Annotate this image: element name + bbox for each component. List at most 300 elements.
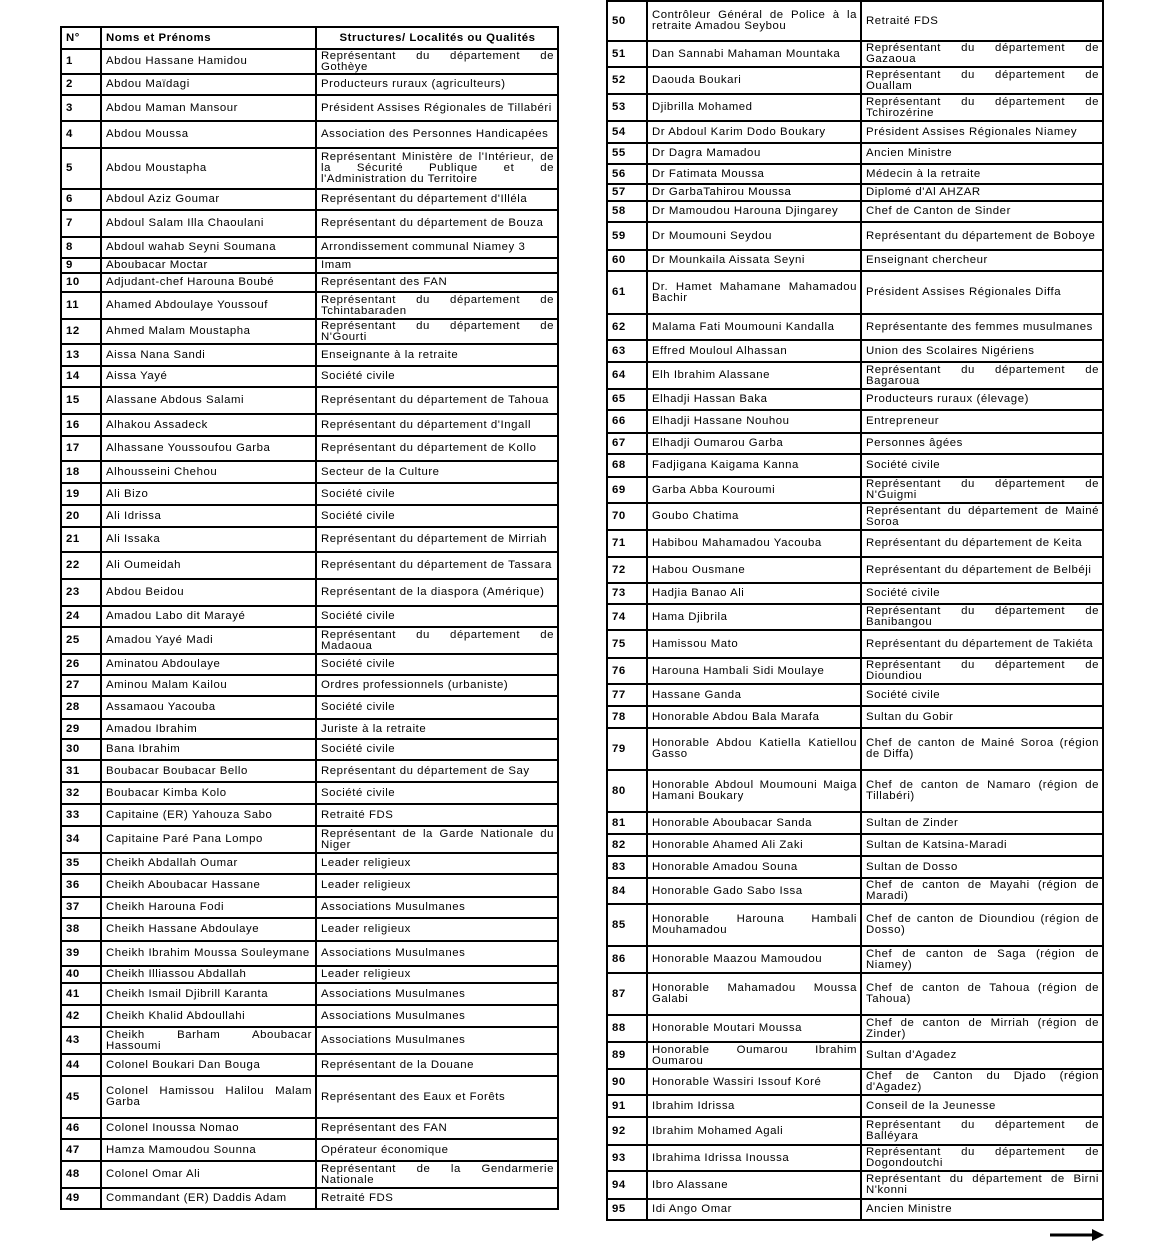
participant-name: Hassane Ganda (647, 684, 861, 706)
participant-structure: Chef de canton de Mirriah (région de Zinder) (861, 1015, 1103, 1042)
table-row (61, 387, 558, 414)
participant-structure: Enseignante à la retraite (316, 344, 558, 366)
participant-structure: Société civile (316, 366, 558, 387)
row-number: 14 (61, 366, 101, 387)
participant-name: Ali Bizo (101, 483, 316, 505)
participant-name: Aminou Malam Kailou (101, 675, 316, 696)
row-number: 51 (607, 41, 647, 67)
participants-table-right (606, 0, 1104, 1221)
participant-structure: Opérateur économique (316, 1139, 558, 1161)
row-number: 93 (607, 1145, 647, 1171)
participant-name: Elh Ibrahim Alassane (647, 362, 861, 389)
table-row (61, 436, 558, 461)
table-row (607, 477, 1103, 503)
table-row (61, 804, 558, 826)
participant-structure: Société civile (861, 583, 1103, 604)
table-row (607, 433, 1103, 454)
participant-name: Honorable Aboubacar Sanda (647, 812, 861, 834)
participant-name: Alhakou Assadeck (101, 414, 316, 436)
participant-structure: Producteurs ruraux (agriculteurs) (316, 74, 558, 95)
row-number: 12 (61, 319, 101, 344)
participant-name: Amadou Labo dit Marayé (101, 606, 316, 627)
participant-structure: Ancien Ministre (861, 1199, 1103, 1220)
participant-name: Aissa Yayé (101, 366, 316, 387)
participant-name: Malama Fati Moumouni Kandalla (647, 314, 861, 340)
table-row (61, 527, 558, 552)
participant-name: Abdoul Salam Illa Chaoulani (101, 210, 316, 237)
row-number: 68 (607, 454, 647, 477)
participant-structure: Leader religieux (316, 853, 558, 874)
table-row (61, 258, 558, 273)
row-number: 52 (607, 67, 647, 94)
table-row (607, 530, 1103, 557)
participant-name: Hamissou Mato (647, 630, 861, 658)
participant-structure: Chef de Canton du Djado (région d'Agadez) (861, 1069, 1103, 1095)
row-number: 8 (61, 237, 101, 258)
continuation-arrow-icon (1050, 1229, 1104, 1241)
table-row (607, 121, 1103, 143)
participant-name: Honorable Amadou Souna (647, 856, 861, 878)
table-row (607, 389, 1103, 410)
participant-name: Honorable Moutari Moussa (647, 1015, 861, 1042)
table-row (61, 874, 558, 897)
table-row (61, 675, 558, 696)
row-number: 62 (607, 314, 647, 340)
row-number: 39 (61, 941, 101, 966)
row-number: 35 (61, 853, 101, 874)
row-number: 53 (607, 94, 647, 121)
table-row (607, 630, 1103, 658)
row-number: 44 (61, 1054, 101, 1076)
row-number: 25 (61, 627, 101, 654)
participant-name: Cheikh Illiassou Abdallah (101, 966, 316, 983)
table-row (61, 505, 558, 527)
table-row (607, 1095, 1103, 1117)
table-row (607, 878, 1103, 904)
participant-name: Ibrahim Mohamed Agali (647, 1117, 861, 1145)
table-row (61, 189, 558, 210)
participant-structure: Ordres professionnels (urbaniste) (316, 675, 558, 696)
row-number: 64 (607, 362, 647, 389)
participant-name: Ali Oumeidah (101, 552, 316, 579)
participant-structure: Représentant de la Garde Nationale du Niger (316, 826, 558, 853)
participant-name: Cheikh Ismail Djibrill Karanta (101, 983, 316, 1005)
table-row (607, 557, 1103, 583)
participant-name: Ali Idrissa (101, 505, 316, 527)
participant-structure: Société civile (861, 684, 1103, 706)
participant-structure: Représentant du département de Tchintabaraden (316, 292, 558, 319)
table-row (61, 74, 558, 95)
table-row (61, 654, 558, 675)
row-number: 15 (61, 387, 101, 414)
row-number: 94 (607, 1171, 647, 1199)
participant-name: Colonel Hamissou Halilou Malam Garba (101, 1076, 316, 1118)
participant-structure: Imam (316, 258, 558, 273)
participant-name: Habou Ousmane (647, 557, 861, 583)
participant-structure: Chef de canton de Saga (région de Niamey) (861, 946, 1103, 973)
participant-name: Honorable Oumarou Ibrahim Oumarou (647, 1042, 861, 1069)
participant-name: Ahmed Malam Moustapha (101, 319, 316, 344)
participant-structure: Représentant des Eaux et Forêts (316, 1076, 558, 1118)
table-row (61, 49, 558, 74)
participant-structure: Sultan de Zinder (861, 812, 1103, 834)
participant-name: Honorable Ahamed Ali Zaki (647, 834, 861, 856)
participant-name: Habibou Mahamadou Yacouba (647, 530, 861, 557)
row-number: 60 (607, 250, 647, 271)
participant-structure: Représentant du département de Takiéta (861, 630, 1103, 658)
participant-structure: Chef de canton de Dioundiou (région de Dosso) (861, 904, 1103, 946)
participant-structure: Représentant du département de Gazaoua (861, 41, 1103, 67)
participant-structure: Retraité FDS (316, 804, 558, 826)
table-body-right (607, 1, 1103, 1220)
row-number: 45 (61, 1076, 101, 1118)
row-number: 57 (607, 184, 647, 201)
table-row (607, 1199, 1103, 1220)
participant-structure: Représentant du département de Mainé Soroa (861, 503, 1103, 530)
participant-name: Dr Mounkaila Aissata Seyni (647, 250, 861, 271)
row-number: 74 (607, 604, 647, 630)
table-row (607, 706, 1103, 728)
row-number: 90 (607, 1069, 647, 1095)
row-number: 41 (61, 983, 101, 1005)
participant-name: Honorable Harouna Hambali Mouhamadou (647, 904, 861, 946)
participant-name: Abdou Hassane Hamidou (101, 49, 316, 74)
participant-name: Dr Abdoul Karim Dodo Boukary (647, 121, 861, 143)
participant-name: Commandant (ER) Daddis Adam (101, 1188, 316, 1209)
table-row (607, 362, 1103, 389)
row-number: 42 (61, 1005, 101, 1027)
table-row (607, 604, 1103, 630)
row-number: 13 (61, 344, 101, 366)
row-number: 87 (607, 973, 647, 1015)
participant-structure: Retraité FDS (316, 1188, 558, 1209)
participant-name: Bana Ibrahim (101, 739, 316, 760)
participant-structure: Représentant du département de Keita (861, 530, 1103, 557)
participant-name: Harouna Hambali Sidi Moulaye (647, 658, 861, 684)
table-row (607, 856, 1103, 878)
row-number: 43 (61, 1027, 101, 1054)
row-number: 11 (61, 292, 101, 319)
participant-structure: Président Assises Régionales Diffa (861, 271, 1103, 314)
participant-structure: Représentant du département de Bagaroua (861, 362, 1103, 389)
table-row (607, 1069, 1103, 1095)
table-body-left (61, 49, 558, 1209)
header-name: Noms et Prénoms (101, 27, 316, 49)
table-row (61, 210, 558, 237)
participant-structure: Société civile (316, 654, 558, 675)
table-row (607, 1171, 1103, 1199)
row-number: 79 (607, 728, 647, 770)
table-row (607, 340, 1103, 362)
participant-name: Goubo Chatima (647, 503, 861, 530)
table-row (607, 1, 1103, 41)
row-number: 37 (61, 897, 101, 918)
row-number: 95 (607, 1199, 647, 1220)
table-row (61, 552, 558, 579)
participant-structure: Représentant du département de Boboye (861, 222, 1103, 250)
participant-name: Contrôleur Général de Police à la retraite Amadou Seybou (647, 1, 861, 41)
table-row (607, 583, 1103, 604)
participant-structure: Ancien Ministre (861, 143, 1103, 164)
participant-name: Honorable Abdoul Moumouni Maiga Hamani Boukary (647, 770, 861, 812)
participant-name: Cheikh Harouna Fodi (101, 897, 316, 918)
row-number: 70 (607, 503, 647, 530)
row-number: 5 (61, 148, 101, 189)
row-number: 21 (61, 527, 101, 552)
row-number: 89 (607, 1042, 647, 1069)
header-number: N° (61, 27, 101, 49)
participant-structure: Représentant du département de Dogondoutchi (861, 1145, 1103, 1171)
table-row (607, 94, 1103, 121)
participant-name: Aboubacar Moctar (101, 258, 316, 273)
participant-name: Honorable Abdou Katiella Katiellou Gasso (647, 728, 861, 770)
table-row (61, 579, 558, 606)
table-row (607, 946, 1103, 973)
row-number: 56 (607, 164, 647, 184)
participant-structure: Chef de canton de Tahoua (région de Tahoua) (861, 973, 1103, 1015)
participant-structure: Représentant du département d'Ingall (316, 414, 558, 436)
table-row (607, 314, 1103, 340)
participant-name: Abdou Beidou (101, 579, 316, 606)
row-number: 54 (607, 121, 647, 143)
participant-name: Capitaine Paré Pana Lompo (101, 826, 316, 853)
table-row (61, 292, 558, 319)
participant-name: Abdou Moussa (101, 121, 316, 148)
table-row (61, 319, 558, 344)
table-row (607, 184, 1103, 201)
participant-structure: Associations Musulmanes (316, 1005, 558, 1027)
participant-structure: Représentant du département de Balléyara (861, 1117, 1103, 1145)
table-row (61, 606, 558, 627)
row-number: 26 (61, 654, 101, 675)
participant-structure: Médecin à la retraite (861, 164, 1103, 184)
participant-name: Elhadji Hassan Baka (647, 389, 861, 410)
table-row (61, 414, 558, 436)
row-number: 55 (607, 143, 647, 164)
row-number: 71 (607, 530, 647, 557)
participant-structure: Associations Musulmanes (316, 941, 558, 966)
table-row (61, 483, 558, 505)
participant-name: Ibro Alassane (647, 1171, 861, 1199)
row-number: 73 (607, 583, 647, 604)
participant-name: Adjudant-chef Harouna Boubé (101, 273, 316, 292)
participant-structure: Représentant du département de Tahoua (316, 387, 558, 414)
row-number: 17 (61, 436, 101, 461)
table-row (61, 148, 558, 189)
participant-name: Abdou Maïdagi (101, 74, 316, 95)
table-row (61, 941, 558, 966)
row-number: 66 (607, 410, 647, 433)
participant-structure: Chef de canton de Mainé Soroa (région de Diffa) (861, 728, 1103, 770)
table-row (61, 1054, 558, 1076)
participant-name: Hama Djibrila (647, 604, 861, 630)
participant-name: Honorable Maazou Mamoudou (647, 946, 861, 973)
participant-structure: Représentant du département de N'Gourti (316, 319, 558, 344)
row-number: 6 (61, 189, 101, 210)
table-row (61, 1076, 558, 1118)
participant-name: Dr Fatimata Moussa (647, 164, 861, 184)
participants-table-left (60, 26, 559, 1210)
participant-name: Ali Issaka (101, 527, 316, 552)
participant-structure: Associations Musulmanes (316, 897, 558, 918)
row-number: 7 (61, 210, 101, 237)
participant-name: Cheikh Ibrahim Moussa Souleymane (101, 941, 316, 966)
row-number: 58 (607, 201, 647, 222)
participant-structure: Société civile (316, 505, 558, 527)
participant-name: Colonel Boukari Dan Bouga (101, 1054, 316, 1076)
participant-structure: Sultan de Dosso (861, 856, 1103, 878)
participant-structure: Leader religieux (316, 966, 558, 983)
participant-structure: Sultan du Gobir (861, 706, 1103, 728)
participant-structure: Associations Musulmanes (316, 983, 558, 1005)
participant-name: Dr Moumouni Seydou (647, 222, 861, 250)
table-row (61, 1161, 558, 1188)
row-number: 29 (61, 719, 101, 739)
row-number: 34 (61, 826, 101, 853)
participant-structure: Producteurs ruraux (élevage) (861, 389, 1103, 410)
row-number: 88 (607, 1015, 647, 1042)
participant-structure: Association des Personnes Handicapées (316, 121, 558, 148)
row-number: 33 (61, 804, 101, 826)
participant-structure: Représentant de la diaspora (Amérique) (316, 579, 558, 606)
row-number: 61 (607, 271, 647, 314)
participant-structure: Société civile (861, 454, 1103, 477)
table-row (607, 454, 1103, 477)
participant-name: Ahamed Abdoulaye Youssouf (101, 292, 316, 319)
participant-structure: Représentant de la Gendarmerie Nationale (316, 1161, 558, 1188)
participant-name: Amadou Ibrahim (101, 719, 316, 739)
participant-structure: Associations Musulmanes (316, 1027, 558, 1054)
participant-structure: Représentant du département d'Illéla (316, 189, 558, 210)
table-row (61, 760, 558, 782)
table-row (61, 897, 558, 918)
row-number: 24 (61, 606, 101, 627)
participant-name: Alhassane Youssoufou Garba (101, 436, 316, 461)
row-number: 76 (607, 658, 647, 684)
participant-structure: Société civile (316, 696, 558, 719)
table-row (61, 1139, 558, 1161)
participant-name: Aminatou Abdoulaye (101, 654, 316, 675)
row-number: 16 (61, 414, 101, 436)
participant-structure: Leader religieux (316, 874, 558, 897)
participant-structure: Représentant des FAN (316, 273, 558, 292)
participant-structure: Représentant du département de Gothèye (316, 49, 558, 74)
participant-name: Fadjigana Kaigama Kanna (647, 454, 861, 477)
table-row (61, 983, 558, 1005)
table-row (61, 853, 558, 874)
participant-structure: Sultan de Katsina-Maradi (861, 834, 1103, 856)
participant-structure: Société civile (316, 739, 558, 760)
header-structure: Structures/ Localités ou Qualités (316, 27, 558, 49)
participant-structure: Représentant du département de Birni N'konni (861, 1171, 1103, 1199)
row-number: 81 (607, 812, 647, 834)
table-row (607, 222, 1103, 250)
participant-name: Ibrahima Idrissa Inoussa (647, 1145, 861, 1171)
participant-name: Abdou Moustapha (101, 148, 316, 189)
row-number: 18 (61, 461, 101, 483)
row-number: 1 (61, 49, 101, 74)
participant-structure: Représentant du département de Say (316, 760, 558, 782)
participant-structure: Chef de Canton de Sinder (861, 201, 1103, 222)
row-number: 78 (607, 706, 647, 728)
table-row (61, 237, 558, 258)
table-row (607, 410, 1103, 433)
row-number: 50 (607, 1, 647, 41)
table-row (607, 1015, 1103, 1042)
participant-structure: Union des Scolaires Nigériens (861, 340, 1103, 362)
participant-name: Boubacar Kimba Kolo (101, 782, 316, 804)
participant-name: Honorable Gado Sabo Issa (647, 878, 861, 904)
participant-name: Elhadji Oumarou Garba (647, 433, 861, 454)
participant-name: Alassane Abdous Salami (101, 387, 316, 414)
table-row (607, 658, 1103, 684)
table-row (607, 1117, 1103, 1145)
participant-name: Dr Dagra Mamadou (647, 143, 861, 164)
table-header-row (61, 27, 558, 49)
table-row (607, 503, 1103, 530)
participant-name: Elhadji Hassane Nouhou (647, 410, 861, 433)
table-row (607, 41, 1103, 67)
row-number: 38 (61, 918, 101, 941)
row-number: 22 (61, 552, 101, 579)
participant-name: Abdoul Aziz Goumar (101, 189, 316, 210)
table-row (61, 95, 558, 121)
participant-structure: Représentant du département de Tassara (316, 552, 558, 579)
participant-name: Dr. Hamet Mahamane Mahamadou Bachir (647, 271, 861, 314)
row-number: 86 (607, 946, 647, 973)
participant-name: Idi Ango Omar (647, 1199, 861, 1220)
participant-structure: Retraité FDS (861, 1, 1103, 41)
participant-structure: Représentant Ministère de l'Intérieur, de la Sécurité Publique et de l'Administration du Territoire (316, 148, 558, 189)
participant-name: Alhousseini Chehou (101, 461, 316, 483)
participant-name: Amadou Yayé Madi (101, 627, 316, 654)
row-number: 85 (607, 904, 647, 946)
participant-structure: Sultan d'Agadez (861, 1042, 1103, 1069)
row-number: 63 (607, 340, 647, 362)
row-number: 46 (61, 1118, 101, 1139)
row-number: 2 (61, 74, 101, 95)
participant-structure: Chef de canton de Mayahi (région de Maradi) (861, 878, 1103, 904)
participant-structure: Représentant du département de Dioundiou (861, 658, 1103, 684)
table-row (607, 67, 1103, 94)
participant-structure: Représentant des FAN (316, 1118, 558, 1139)
row-number: 84 (607, 878, 647, 904)
participant-structure: Représentant du département de Bouza (316, 210, 558, 237)
participant-structure: Représentant du département de Banibangou (861, 604, 1103, 630)
table-row (607, 812, 1103, 834)
table-row (61, 782, 558, 804)
row-number: 92 (607, 1117, 647, 1145)
participant-name: Cheikh Hassane Abdoulaye (101, 918, 316, 941)
participant-name: Cheikh Aboubacar Hassane (101, 874, 316, 897)
row-number: 30 (61, 739, 101, 760)
participant-name: Aissa Nana Sandi (101, 344, 316, 366)
participant-structure: Représentant du département de Mirriah (316, 527, 558, 552)
participant-name: Djibrilla Mohamed (647, 94, 861, 121)
row-number: 36 (61, 874, 101, 897)
participant-name: Dr GarbaTahirou Moussa (647, 184, 861, 201)
table-row (607, 143, 1103, 164)
table-row (607, 684, 1103, 706)
table-row (61, 739, 558, 760)
row-number: 69 (607, 477, 647, 503)
row-number: 75 (607, 630, 647, 658)
table-row (607, 1042, 1103, 1069)
row-number: 32 (61, 782, 101, 804)
table-row (61, 273, 558, 292)
table-row (61, 719, 558, 739)
participant-name: Honorable Wassiri Issouf Koré (647, 1069, 861, 1095)
